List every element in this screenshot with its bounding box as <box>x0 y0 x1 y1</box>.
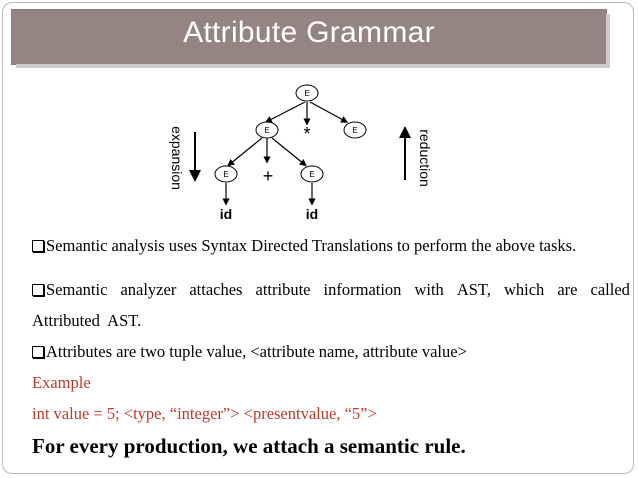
node-label: E <box>223 170 229 179</box>
word: analyzer <box>120 280 177 299</box>
semantic-rule-statement: For every production, we attach a semantic rule. <box>32 434 466 458</box>
edge <box>272 138 304 164</box>
word: Semantic <box>46 280 108 299</box>
node-label: E <box>264 126 270 135</box>
operator-label: + <box>262 166 274 186</box>
bullet-line-2 <box>32 280 630 300</box>
bullet-line-3: Attributes are two tuple value, <attribute name, attribute value> <box>32 342 467 362</box>
word: AST, <box>456 280 491 299</box>
checkbox-bullet-icon <box>32 240 44 252</box>
slide-title: Attribute Grammar <box>183 16 435 49</box>
edge <box>268 102 305 121</box>
word: attaches <box>189 280 243 299</box>
leaf-label: id <box>305 206 319 222</box>
word: with <box>414 280 444 299</box>
leaf-label: id <box>219 206 233 222</box>
edge <box>230 138 262 164</box>
parse-tree-diagram <box>150 80 440 230</box>
expansion-label: expansion <box>169 126 185 190</box>
operator-label: * <box>303 124 311 144</box>
word: attribute <box>255 280 311 299</box>
word: information <box>323 280 402 299</box>
node-label: E <box>309 170 315 179</box>
example-code: int value = 5; <type, “integer”> <presentvalue, “5”> <box>32 404 377 423</box>
checkbox-bullet-icon <box>32 284 44 296</box>
continuation-line: Attributed AST. <box>32 311 142 330</box>
bullet-line-1: Semantic analysis uses Syntax Directed Translations to perform the above tasks. <box>32 236 576 256</box>
word: are <box>557 280 578 299</box>
reduction-label: reduction <box>417 129 433 187</box>
example-label: Example <box>32 373 91 392</box>
node-label: E <box>304 89 310 98</box>
edge <box>310 102 345 121</box>
node-label: E <box>352 126 358 135</box>
word: which <box>503 280 545 299</box>
checkbox-bullet-icon <box>32 346 44 358</box>
word: called <box>590 280 630 299</box>
title-bar <box>12 10 606 64</box>
